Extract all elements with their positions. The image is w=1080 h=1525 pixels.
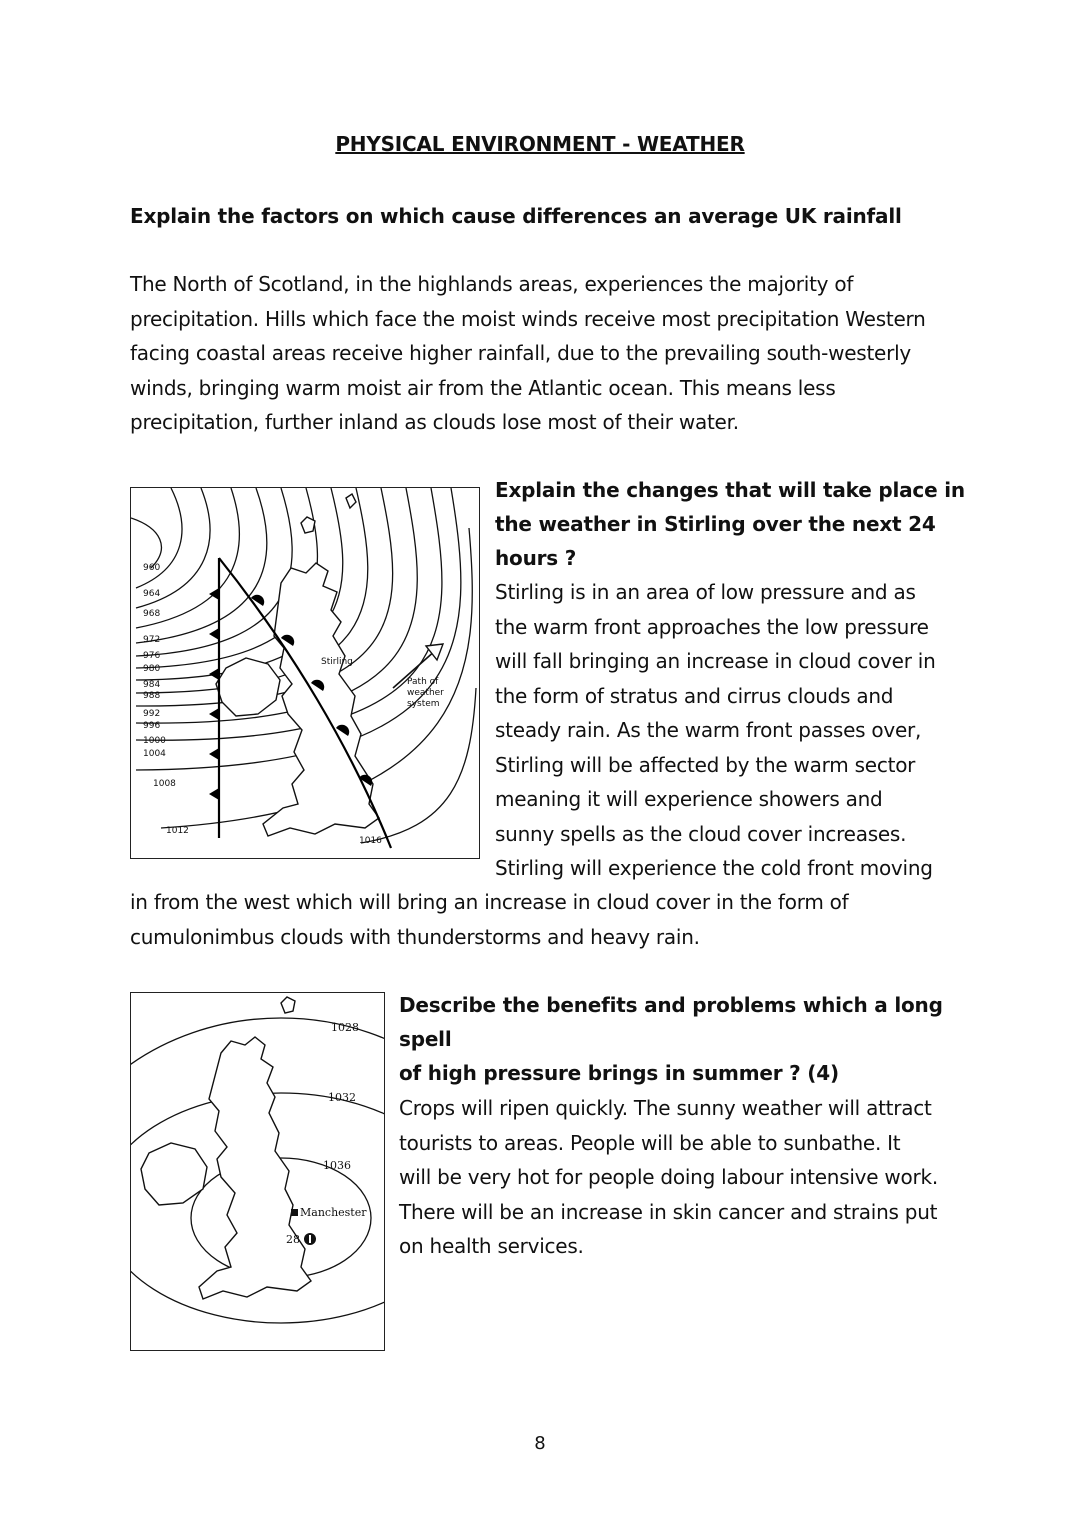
isobar-label: 976 — [143, 651, 161, 661]
stirling-question-line: the weather in Stirling over the next 24 — [495, 512, 936, 536]
rainfall-question: Explain the factors on which cause differences an average UK rainfall — [130, 204, 902, 228]
arrow-label-line: weather — [407, 688, 444, 698]
answer-line: Stirling is in an area of low pressure and as — [495, 580, 916, 604]
stirling-label: Stirling — [321, 657, 353, 667]
answer-line: will be very hot for people doing labour intensive work. — [399, 1165, 938, 1189]
isobar-label: 972 — [143, 635, 161, 645]
stirling-question-line: Explain the changes that will take place in — [495, 478, 965, 502]
isobar-label: 1000 — [143, 736, 166, 746]
uk-coastline — [216, 494, 379, 836]
isobar-label: 1016 — [359, 836, 382, 846]
uk-coastline — [141, 997, 311, 1299]
stirling-section — [495, 473, 965, 886]
answer-line: the warm front approaches the low pressure — [495, 614, 929, 639]
isobar-label: 996 — [143, 721, 161, 731]
low-pressure-weather-map — [130, 487, 480, 859]
answer-line: Stirling will experience the cold front moving — [495, 856, 933, 880]
answer-line: precipitation, further inland as clouds lose most of their water. — [130, 410, 739, 434]
answer-line: in from the west which will bring an increase in cloud cover in the form of — [130, 890, 849, 914]
answer-line: Stirling will be affected by the warm sector — [495, 752, 916, 777]
answer-line: cumulonimbus clouds with thunderstorms and heavy rain. — [130, 924, 700, 949]
page-title: PHYSICAL ENVIRONMENT - WEATHER — [335, 132, 745, 156]
high-pressure-answer — [399, 1091, 979, 1264]
page-number: 8 — [534, 1433, 546, 1454]
isobar-label: 1012 — [166, 826, 189, 836]
isobar-label: 992 — [143, 709, 161, 719]
answer-line: precipitation. Hills which face the moist winds receive most precipitation Western — [130, 306, 926, 331]
isobar-label: 980 — [143, 664, 161, 674]
answer-line: on health services. — [399, 1234, 584, 1258]
isobar-label: 1028 — [331, 1021, 359, 1034]
isobar-label: 988 — [143, 691, 161, 701]
isobar-label: 1032 — [328, 1091, 356, 1104]
isobar-label: 960 — [143, 563, 161, 573]
answer-line: tourists to areas. People will be able to sunbathe. It — [399, 1130, 901, 1155]
isobar-label: 968 — [143, 609, 161, 619]
isobar-label: 964 — [143, 589, 161, 599]
stirling-answer-tail — [130, 885, 990, 954]
answer-line: the form of stratus and cirrus clouds and — [495, 683, 894, 708]
answer-line: The North of Scotland, in the highlands areas, experiences the majority of — [130, 272, 854, 296]
isobar-label: 1004 — [143, 749, 166, 759]
arrow-label-line: system — [407, 699, 440, 709]
answer-line: There will be an increase in skin cancer and strains put — [399, 1199, 938, 1224]
high-pressure-weather-map — [130, 992, 385, 1351]
manchester-marker-icon — [291, 1209, 298, 1216]
arrow-label-line: Path of — [407, 677, 439, 687]
rainfall-answer — [130, 267, 990, 440]
answer-line: will fall bringing an increase in cloud cover in — [495, 649, 936, 673]
isobar-label: 984 — [143, 680, 161, 690]
sunny-weather-icon — [304, 1233, 316, 1245]
answer-line: steady rain. As the warm front passes over, — [495, 718, 922, 742]
isobar-label: 1036 — [323, 1159, 351, 1172]
high-pressure-question-line: of high pressure brings in summer ? (4) — [399, 1061, 839, 1085]
answer-line: sunny spells as the cloud cover increases. — [495, 821, 907, 846]
answer-line: meaning it will experience showers and — [495, 787, 883, 811]
temperature-label: 28 — [286, 1233, 300, 1246]
isobar-label: 1008 — [153, 779, 176, 789]
answer-line: facing coastal areas receive higher rainfall, due to the prevailing south-westerly — [130, 341, 911, 365]
answer-line: Crops will ripen quickly. The sunny weather will attract — [399, 1096, 932, 1120]
answer-line: winds, bringing warm moist air from the Atlantic ocean. This means less — [130, 375, 836, 400]
high-pressure-question-line: Describe the benefits and problems which a long spell — [399, 993, 943, 1051]
high-pressure-question — [399, 988, 979, 1090]
stirling-question-line: hours ? — [495, 546, 577, 570]
manchester-label: Manchester — [300, 1206, 367, 1219]
